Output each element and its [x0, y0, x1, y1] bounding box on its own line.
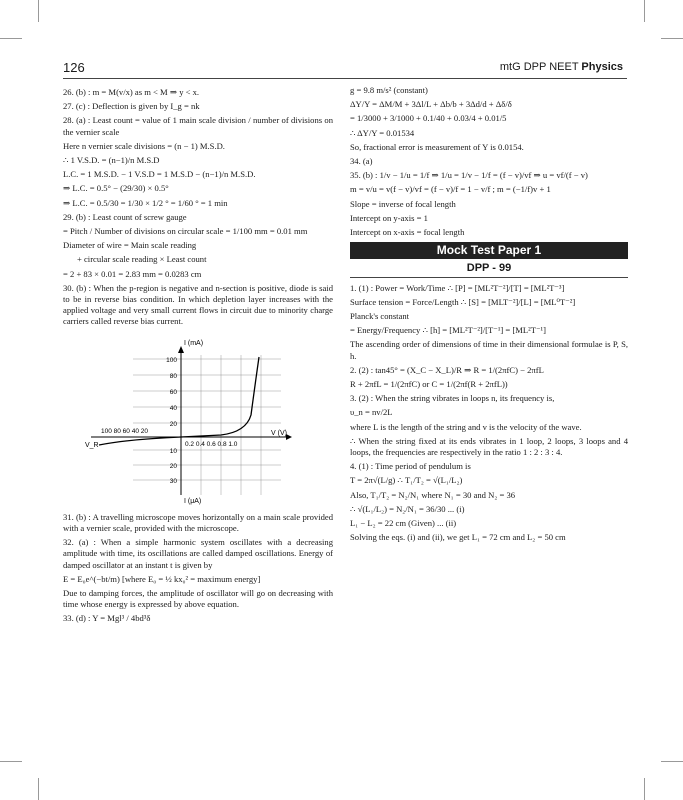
text-line: The ascending order of dimensions of time in their dimensional formulae is P, S, h.: [350, 339, 628, 361]
text-line: Due to damping forces, the amplitude of oscillator will go on decreasing with time whose energy is expressed by above equation.: [63, 588, 333, 610]
crop-mark: [661, 761, 683, 762]
y-tick: 20: [169, 462, 177, 470]
brand-text: mtG DPP NEET: [499, 61, 579, 73]
answer-27: 27. (c) : Deflection is given by I_g = nk: [63, 101, 200, 112]
crop-mark: [644, 0, 645, 22]
equation: R + 2πfL = 1/(2πfC) or C = 1/(2πf(R + 2πfL)): [350, 379, 508, 390]
equation: = Pitch / Number of divisions on circular scale = 1/100 mm = 0.01 mm: [63, 226, 308, 237]
text-line: Intercept on y-axis = 1: [350, 212, 428, 223]
equation: ΔY/Y = ΔM/M + 3Δl/L + Δb/b + 3Δd/d + Δδ/δ: [350, 99, 512, 110]
text-line: Here n vernier scale divisions = (n − 1) M.S.D.: [63, 140, 225, 151]
text-line: Slope = inverse of focal length: [350, 198, 456, 209]
answer-2: 2. (2) : tan45° = (X_C − X_L)/R ⇒ R = 1/(2πfC) − 2πfL: [350, 364, 544, 375]
answer-34: 34. (a): [350, 156, 373, 167]
equation: = 1/3000 + 3/1000 + 0.1/40 + 0.03/4 + 0.01/5: [350, 113, 507, 124]
answer-33: 33. (d) : Y = Mgl³ / 4bd³δ: [63, 613, 151, 624]
equation: Also, T₁/T₂ = N₂/N₁ where N₁ = 30 and N₂ = 36: [350, 489, 516, 500]
y-tick: 80: [169, 372, 177, 380]
answer-3: 3. (2) : When the string vibrates in loops n, its frequency is,: [350, 393, 555, 404]
brand-header: [500, 61, 623, 73]
equation: υ_n = nv/2L: [350, 407, 393, 418]
answer-4: 4. (1) : Time period of pendulum is: [350, 461, 471, 472]
text-line: where L is the length of the string and v is the velocity of the wave.: [350, 421, 582, 432]
text-line: ∴ When the string fixed at its ends vibrates in 1 loop, 2 loops, 3 loops and 4 loops, the frequencies are respectively in the ratio 1 : 2 : 3 : 4.: [350, 435, 628, 458]
section-banner: Mock Test Paper 1: [350, 242, 628, 259]
equation: T = 2π√(L/g) ∴ T₁/T₂ = √(L₁/L₂): [350, 475, 463, 486]
equation: L₁ − L₂ = 22 cm (Given) ... (ii): [350, 518, 457, 529]
y-tick: 40: [169, 404, 177, 412]
answer-30: 30. (b) : When the p-region is negative and n-section is positive, diode is said to be in reverse bias condition. In which depletion layer increases with the applied voltage and very small current flows in circuit due to minority charge carriers called reverse bias current.: [63, 282, 333, 327]
section-subheading: DPP - 99: [466, 262, 512, 275]
crop-mark: [38, 0, 39, 22]
equation: g = 9.8 m/s² (constant): [350, 85, 428, 95]
equation: L.C. = 1 M.S.D. − 1 V.S.D = 1 M.S.D − (n−1)/n M.S.D.: [63, 169, 256, 180]
equation: = Energy/Frequency ∴ [h] = [ML²T⁻²]/[T⁻¹] = [ML²T⁻¹]: [350, 325, 546, 336]
answer-28: 28. (a) : Least count = value of 1 main scale division / number of divisions on the vernier scale: [63, 115, 333, 137]
text-line: Solving the eqs. (i) and (ii), we get L₁ = 72 cm and L₂ = 50 cm: [350, 532, 566, 543]
y-tick: 60: [169, 388, 177, 396]
equation: E = E₀e^(−bt/m) [where E₀ = ½ kx₀² = maximum energy]: [63, 573, 261, 584]
crop-mark: [0, 761, 22, 762]
answer-29: 29. (b) : Least count of screw gauge: [63, 211, 187, 222]
equation: ⇒ L.C. = 0.5° − (29/30) × 0.5°: [63, 183, 169, 194]
answer-26: 26. (b) : m = M(v/x) as m < M ⇒ y < x.: [63, 87, 200, 97]
equation: ∴ √(L₁/L₂) = N₂/N₁ = 36/30 ... (i): [350, 503, 465, 514]
equation: = 2 + 83 × 0.01 = 2.83 mm = 0.0283 cm: [63, 268, 202, 279]
y-axis-label-bottom: I (μA): [184, 497, 202, 505]
crop-mark: [38, 778, 39, 800]
x-ticks-positive: 0.2 0.4 0.6 0.8 1.0: [185, 440, 238, 448]
vr-label: V_R: [85, 441, 99, 449]
equation: m = v/u = v(f − v)/vf = (f − v)/f = 1 − v/f ; m = (−1/f)v + 1: [350, 184, 551, 195]
crop-mark: [644, 778, 645, 800]
answer-35: 35. (b) : 1/v − 1/u = 1/f ⇒ 1/u = 1/v − 1/f = (f − v)/vf ⇒ u = vf/(f − v): [350, 170, 588, 181]
crop-mark: [0, 38, 22, 39]
crop-mark: [661, 38, 683, 39]
left-column: [63, 86, 333, 628]
text-line: Diameter of wire = Main scale reading: [63, 240, 197, 251]
y-tick: 20: [169, 420, 177, 428]
right-column: [350, 84, 628, 547]
answer-1: 1. (1) : Power = Work/Time ∴ [P] = [ML²T⁻²]/[T] = [ML²T⁻³]: [350, 282, 565, 293]
diode-characteristic-graph: [71, 335, 301, 505]
x-axis-label: V (V): [271, 429, 287, 437]
header-rule: [63, 78, 627, 79]
y-axis-label-top: I (mA): [184, 339, 204, 347]
answer-32: 32. (a) : When a simple harmonic system oscillates with a decreasing amplitude with time, its oscillations are called damped oscillations. Energy of damped oscillator at an instant t is given by: [63, 537, 333, 570]
equation: ⇒ L.C. = 0.5/30 = 1/30 × 1/2 ° = 1/60 ° = 1 min: [63, 197, 228, 208]
subheading-rule: [350, 277, 628, 278]
text-line: + circular scale reading × Least count: [77, 254, 207, 265]
page-number: 126: [63, 60, 85, 75]
y-tick: 30: [169, 477, 177, 485]
equation: ∴ ΔY/Y = 0.01534: [350, 127, 415, 138]
text-line: So, fractional error is measurement of Y is 0.0154.: [350, 141, 524, 152]
text-line: Planck's constant: [350, 311, 410, 322]
text-line: Intercept on x-axis = focal length: [350, 227, 465, 238]
x-ticks-negative: 100 80 60 40 20: [101, 427, 148, 435]
answer-31: 31. (b) : A travelling microscope moves horizontally on a main scale provided with a vernier scale, provided with the microscope.: [63, 511, 333, 534]
y-tick: 100: [166, 356, 177, 364]
brand-subject: Physics: [581, 61, 623, 73]
equation: Surface tension = Force/Length ∴ [S] = [MLT⁻²]/[L] = [ML⁰T⁻²]: [350, 296, 576, 307]
equation: ∴ 1 V.S.D. = (n−1)/n M.S.D: [63, 155, 160, 166]
y-tick: 10: [169, 447, 177, 455]
